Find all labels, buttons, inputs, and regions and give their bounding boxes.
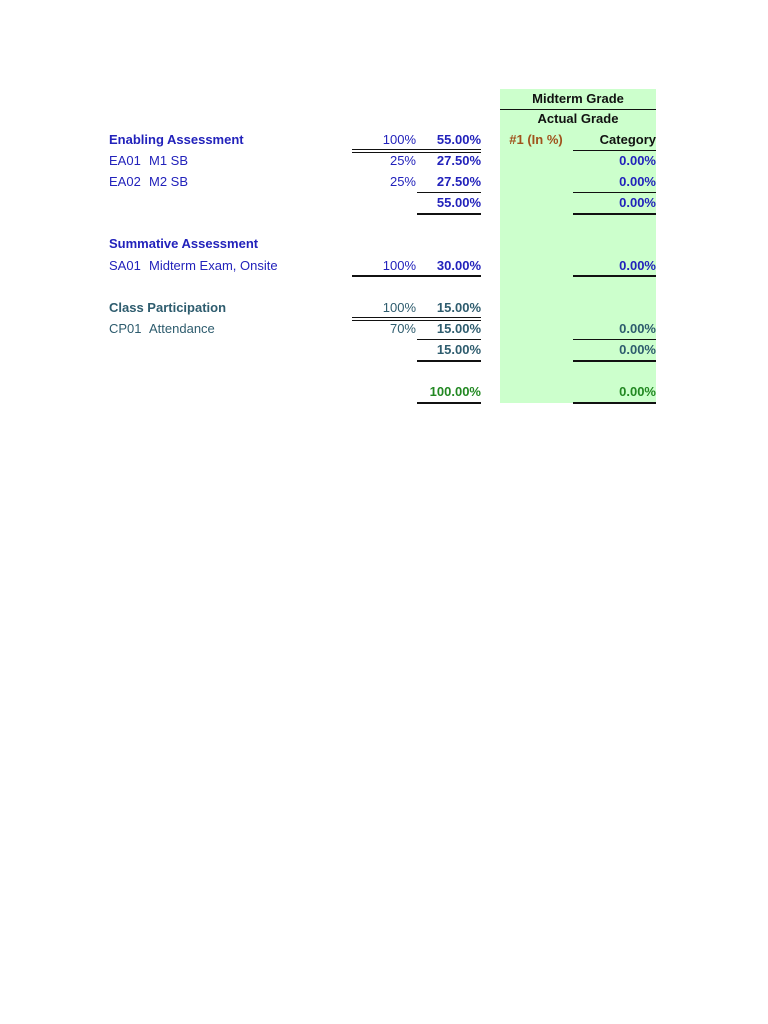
list-item (109, 172, 188, 192)
item-name: Midterm Exam, Onsite (149, 258, 278, 273)
item-category: 0.00% (619, 321, 656, 336)
enabling-assessment-title: Enabling Assessment (109, 132, 244, 147)
item-category: 0.00% (619, 153, 656, 168)
item-value: 15.00% (436, 321, 481, 336)
subtotal-thick-rule (417, 213, 481, 215)
enabling-value: 55.00% (436, 132, 481, 147)
item-code: CP01 (109, 321, 142, 336)
list-item (109, 256, 278, 276)
col2-header: Category (599, 132, 656, 147)
summative-thick-rule (352, 275, 481, 277)
item-category: 0.00% (619, 258, 656, 273)
item-pct: 25% (389, 153, 416, 168)
item-value: 30.00% (436, 258, 481, 273)
item-value: 27.50% (436, 153, 481, 168)
item-category: 0.00% (619, 174, 656, 189)
enabling-pct: 100% (382, 132, 416, 147)
enabling-subtotal-category: 0.00% (619, 195, 656, 210)
item-pct: 25% (389, 174, 416, 189)
actual-grade-header: Actual Grade (537, 111, 619, 126)
summative-assessment-title: Summative Assessment (109, 236, 259, 251)
item-name: M2 SB (149, 174, 189, 189)
participation-subtotal-category: 0.00% (619, 342, 656, 357)
list-item (109, 319, 215, 339)
subtotal-thick-rule (573, 360, 656, 362)
list-item (109, 151, 188, 171)
class-participation-title: Class Participation (109, 300, 227, 315)
midterm-grade-header: Midterm Grade (532, 91, 624, 106)
subtotal-thick-rule (573, 213, 656, 215)
item-code: EA01 (109, 153, 141, 168)
item-code: SA01 (109, 258, 141, 273)
total-rule (417, 402, 481, 404)
grand-total-category: 0.00% (619, 384, 656, 399)
grand-total: 100.00% (429, 384, 481, 399)
item-pct: 100% (382, 258, 416, 273)
enabling-subtotal: 55.00% (436, 195, 481, 210)
item-name: Attendance (149, 321, 215, 336)
col1-header: #1 (In %) (509, 132, 563, 147)
subtotal-thick-rule (417, 360, 481, 362)
item-pct: 70% (389, 321, 416, 336)
item-code: EA02 (109, 174, 141, 189)
item-value: 27.50% (436, 174, 481, 189)
item-name: M1 SB (149, 153, 189, 168)
participation-value: 15.00% (436, 300, 481, 315)
summative-thick-rule (573, 275, 656, 277)
participation-subtotal: 15.00% (436, 342, 481, 357)
participation-pct: 100% (382, 300, 416, 315)
total-rule (573, 402, 656, 404)
